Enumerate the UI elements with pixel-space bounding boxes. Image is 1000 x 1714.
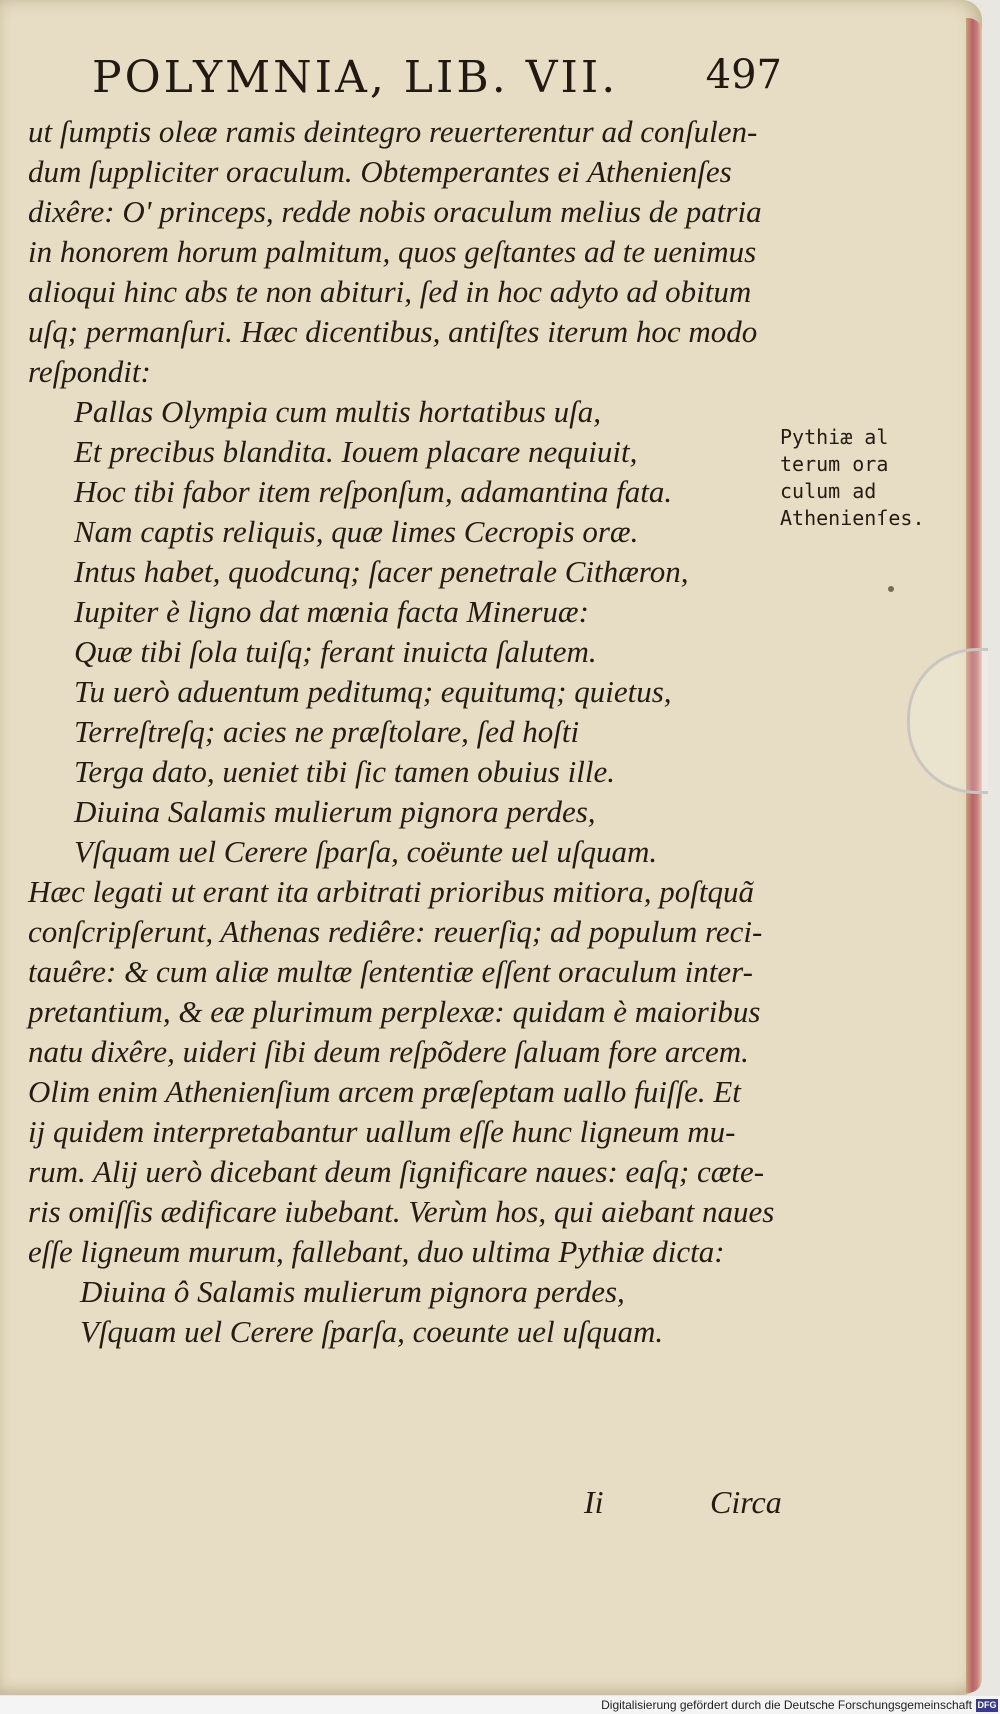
verse-line: Iupiter è ligno dat mœnia facta Mineruæ: (74, 594, 589, 629)
marginal-note (780, 424, 940, 532)
text-line: eſſe ligneum murum, fallebant, duo ultima Pythiæ dicta: (28, 1234, 725, 1269)
verse-line: Et precibus blandita. Iouem placare nequiuit, (74, 434, 638, 469)
text-line: conſcripſerunt, Athenas rediêre: reuerſiq; ad populum reci- (28, 914, 763, 949)
page-edge (966, 18, 982, 1693)
text-line: pretantium, & eæ plurimum perplexæ: quidam è maioribus (28, 994, 761, 1029)
marginal-note-line: Athenienſes. (780, 506, 925, 530)
text-line: ij quidem interpretabantur uallum eſſe hunc ligneum mu- (28, 1114, 736, 1149)
text-line: Olim enim Athenienſium arcem præſeptam uallo fuiſſe. Et (28, 1074, 741, 1109)
marginal-note-line: Pythiæ al (780, 425, 889, 449)
verse-line: Diuina Salamis mulierum pignora perdes, (74, 794, 596, 829)
text-line: ut ſumptis oleæ ramis deintegro reuerterentur ad conſulen- (28, 114, 758, 149)
dfg-logo: DFG (977, 1700, 997, 1710)
verse-line: Terreſtreſq; acies ne præſtolare, ſed hoſti (74, 714, 580, 749)
verse-line: Pallas Olympia cum multis hortatibus uſa, (74, 394, 601, 429)
text-line: ris omiſſis ædificare iubebant. Verùm hos, qui aiebant naues (28, 1194, 775, 1229)
text-line: dixêre: O' princeps, redde nobis oraculum melius de patria (28, 194, 762, 229)
text-line: dum ſuppliciter oraculum. Obtemperantes ei Athenienſes (28, 154, 732, 189)
text-line: Hæc legati ut erant ita arbitrati prioribus mitiora, poſtquã (28, 874, 754, 909)
verse-line: Hoc tibi fabor item reſponſum, adamantina fata. (74, 474, 673, 509)
main-text (28, 112, 788, 1352)
verse-line: Vſquam uel Cerere ſparſa, coeunte uel uſquam. (80, 1314, 664, 1349)
text-line: reſpondit: (28, 354, 151, 389)
verse-line: Quæ tibi ſola tuiſq; ferant inuicta ſalutem. (74, 634, 597, 669)
marginal-note-line: terum ora (780, 452, 889, 476)
verse-line: Nam captis reliquis, quæ limes Cecropis oræ. (74, 514, 639, 549)
text-line: rum. Alij uerò dicebant deum ſignificare naues: eaſq; cæte- (28, 1154, 765, 1189)
footer-text: Digitalisierung gefördert durch die Deutsche Forschungsgemeinschaft (601, 1698, 972, 1712)
text-line: uſq; permanſuri. Hæc dicentibus, antiſtes iterum hoc modo (28, 314, 758, 349)
verse-line: Diuina ô Salamis mulierum pignora perdes, (80, 1274, 625, 1309)
page-number: 497 (705, 52, 782, 98)
verse-line: Terga dato, ueniet tibi ſic tamen obuius ille. (74, 754, 616, 789)
verse-line: Tu uerò aduentum peditumq; equitumq; quietus, (74, 674, 672, 709)
verse-line: Intus habet, quodcunq; ſacer penetrale Cithæron, (74, 554, 689, 589)
text-line: in honorem horum palmitum, quos geſtantes ad te uenimus (28, 234, 757, 269)
text-line: natu dixêre, uideri ſibi deum reſpõdere ſaluam fore arcem. (28, 1034, 749, 1069)
running-head (92, 52, 782, 112)
marginal-note-line: culum ad (780, 479, 877, 503)
running-title: POLYMNIA, LIB. VII. (92, 52, 619, 103)
text-line: alioqui hinc abs te non abituri, ſed in hoc adyto ad obitum (28, 274, 752, 309)
catchword: Circa (710, 1484, 782, 1520)
signature-mark: Ii (584, 1484, 604, 1520)
digitization-footer (0, 1696, 1000, 1714)
page-clip (907, 648, 988, 794)
verse-line: Vſquam uel Cerere ſparſa, coëunte uel uſquam. (74, 834, 658, 869)
paper-speck (888, 586, 894, 592)
text-line: tauêre: & cum aliæ multæ ſententiæ eſſent oraculum inter- (28, 954, 753, 989)
